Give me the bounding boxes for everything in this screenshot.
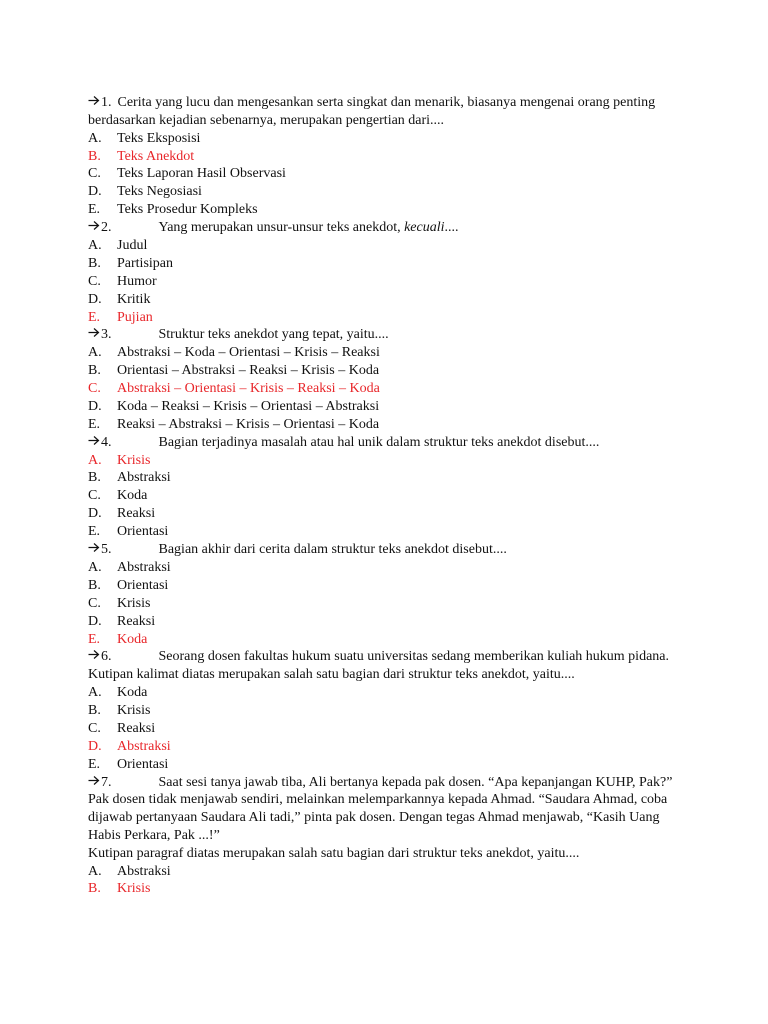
option-letter: E. xyxy=(88,524,101,540)
option-text: Koda – Reaksi – Krisis – Orientasi – Abstraksi xyxy=(117,398,380,414)
option-letter: E. xyxy=(88,309,101,325)
option-text: Krisis xyxy=(117,702,151,718)
question-instruction: Kutipan kalimat diatas merupakan salah satu bagian dari struktur teks anekdot, yaitu.... xyxy=(88,667,575,683)
answer-option-correct xyxy=(88,309,688,327)
question-number: 7. xyxy=(101,774,112,790)
option-letter: B. xyxy=(88,702,101,718)
right-arrow-icon xyxy=(88,94,100,112)
answer-option xyxy=(88,201,688,219)
option-letter: C. xyxy=(88,166,101,182)
answer-option xyxy=(88,183,688,201)
answer-option xyxy=(88,130,688,148)
question-instruction: Kutipan paragraf diatas merupakan salah satu bagian dari struktur teks anekdot, yaitu.... xyxy=(88,845,580,861)
question-suffix: .... xyxy=(444,220,459,236)
option-text: Teks Eksposisi xyxy=(117,130,201,146)
answer-option xyxy=(88,416,688,434)
option-text: Reaksi – Abstraksi – Krisis – Orientasi – Koda xyxy=(117,416,380,432)
option-text: Abstraksi xyxy=(117,559,171,575)
answer-option xyxy=(88,237,688,255)
question-number: 2. xyxy=(101,220,112,236)
answer-option xyxy=(88,398,688,416)
question-text: Bagian akhir dari cerita dalam struktur teks anekdot disebut.... xyxy=(158,542,507,558)
option-text: Humor xyxy=(117,273,157,289)
option-text: Teks Laporan Hasil Observasi xyxy=(117,166,286,182)
quiz-document xyxy=(88,94,688,898)
option-letter: D. xyxy=(88,184,102,200)
option-text: Abstraksi – Orientasi – Krisis – Reaksi – Koda xyxy=(117,381,380,397)
option-text: Orientasi – Abstraksi – Reaksi – Krisis – Koda xyxy=(117,363,380,379)
option-text: Krisis xyxy=(117,595,151,611)
option-text: Koda xyxy=(117,488,148,504)
answer-option xyxy=(88,559,688,577)
option-letter: B. xyxy=(88,577,101,593)
answer-option xyxy=(88,702,688,720)
answer-option xyxy=(88,165,688,183)
option-text: Teks Negosiasi xyxy=(117,184,202,200)
option-letter: B. xyxy=(88,148,101,164)
option-letter: E. xyxy=(88,631,101,647)
option-letter: C. xyxy=(88,595,101,611)
option-letter: E. xyxy=(88,416,101,432)
option-text: Pujian xyxy=(117,309,153,325)
option-text: Krisis xyxy=(117,452,151,468)
option-letter: B. xyxy=(88,363,101,379)
answer-option xyxy=(88,595,688,613)
right-arrow-icon xyxy=(88,219,100,237)
answer-option xyxy=(88,273,688,291)
answer-option xyxy=(88,469,688,487)
answer-option xyxy=(88,756,688,774)
option-text: Orientasi xyxy=(117,756,169,772)
option-letter: C. xyxy=(88,488,101,504)
option-letter: D. xyxy=(88,738,102,754)
option-text: Reaksi xyxy=(117,720,156,736)
answer-option-correct xyxy=(88,880,688,898)
question-7 xyxy=(88,774,688,845)
option-text: Reaksi xyxy=(117,613,156,629)
option-letter: A. xyxy=(88,685,102,701)
question-6 xyxy=(88,648,688,666)
question-number: 3. xyxy=(101,327,112,343)
right-arrow-icon xyxy=(88,326,100,344)
option-letter: A. xyxy=(88,345,102,361)
question-number: 4. xyxy=(101,434,112,450)
option-letter: E. xyxy=(88,756,101,772)
answer-option-correct xyxy=(88,738,688,756)
option-text: Koda xyxy=(117,685,148,701)
option-letter: D. xyxy=(88,506,102,522)
answer-option xyxy=(88,344,688,362)
answer-option xyxy=(88,863,688,881)
answer-option xyxy=(88,684,688,702)
option-letter: C. xyxy=(88,381,101,397)
question-text: Saat sesi tanya jawab tiba, Ali bertanya kepada pak dosen. “Apa kepanjangan KUHP, Pak?” Pak dosen tidak menjawab sendiri, melainkan melemparkannya kepada Ahmad. “Saudara Ahmad, coba dijawab pertanyaan Saudara Ali tadi,” pinta pak dosen. Dengan tegas Ahmad menjawab, “Kasih Uang Habis Perkara, Pak ...!” xyxy=(88,774,673,843)
option-letter: D. xyxy=(88,398,102,414)
answer-option xyxy=(88,255,688,273)
answer-option-correct xyxy=(88,452,688,470)
option-text: Orientasi xyxy=(117,524,169,540)
option-letter: E. xyxy=(88,202,101,218)
option-text: Krisis xyxy=(117,881,151,897)
question-number: 1. xyxy=(101,95,112,110)
question-5 xyxy=(88,541,688,559)
question-number: 6. xyxy=(101,649,112,665)
option-text: Teks Anekdot xyxy=(117,148,195,164)
question-2 xyxy=(88,219,688,237)
answer-option xyxy=(88,523,688,541)
option-text: Kritik xyxy=(117,291,151,307)
option-letter: A. xyxy=(88,237,102,253)
option-text: Orientasi xyxy=(117,577,169,593)
answer-option-correct xyxy=(88,148,688,166)
answer-option xyxy=(88,720,688,738)
option-letter: A. xyxy=(88,559,102,575)
question-text: Seorang dosen fakultas hukum suatu universitas sedang memberikan kuliah hukum pidana. xyxy=(158,649,670,665)
right-arrow-icon xyxy=(88,648,100,666)
right-arrow-icon xyxy=(88,774,100,792)
answer-option xyxy=(88,362,688,380)
option-text: Partisipan xyxy=(117,255,173,271)
option-letter: B. xyxy=(88,881,101,897)
question-text: Struktur teks anekdot yang tepat, yaitu.... xyxy=(158,327,389,343)
right-arrow-icon xyxy=(88,434,100,452)
option-letter: D. xyxy=(88,291,102,307)
answer-option xyxy=(88,505,688,523)
answer-option-correct xyxy=(88,380,688,398)
answer-option xyxy=(88,291,688,309)
question-text: Bagian terjadinya masalah atau hal unik dalam struktur teks anekdot disebut.... xyxy=(158,434,600,450)
option-text: Abstraksi – Koda – Orientasi – Krisis – Reaksi xyxy=(117,345,380,361)
answer-option-correct xyxy=(88,631,688,649)
option-letter: A. xyxy=(88,863,102,879)
question-3 xyxy=(88,326,688,344)
right-arrow-icon xyxy=(88,541,100,559)
answer-option xyxy=(88,577,688,595)
question-text: Cerita yang lucu dan mengesankan serta singkat dan menarik, biasanya mengenai orang penting berdasarkan kejadian sebenarnya, merupakan pengertian dari.... xyxy=(88,95,656,128)
question-4 xyxy=(88,434,688,452)
option-text: Koda xyxy=(117,631,148,647)
option-text: Abstraksi xyxy=(117,738,171,754)
option-text: Reaksi xyxy=(117,506,156,522)
option-letter: C. xyxy=(88,273,101,289)
answer-option xyxy=(88,487,688,505)
answer-option xyxy=(88,613,688,631)
question-text: Yang merupakan unsur-unsur teks anekdot, xyxy=(158,220,401,236)
option-letter: A. xyxy=(88,452,102,468)
option-letter: B. xyxy=(88,255,101,271)
option-text: Teks Prosedur Kompleks xyxy=(117,202,258,218)
question-emphasis: kecuali xyxy=(404,220,445,236)
question-1 xyxy=(88,94,688,130)
option-text: Abstraksi xyxy=(117,863,171,879)
option-letter: D. xyxy=(88,613,102,629)
option-text: Abstraksi xyxy=(117,470,171,486)
option-letter: C. xyxy=(88,720,101,736)
option-letter: B. xyxy=(88,470,101,486)
question-number: 5. xyxy=(101,542,112,558)
option-letter: A. xyxy=(88,130,102,146)
option-text: Judul xyxy=(117,237,148,253)
